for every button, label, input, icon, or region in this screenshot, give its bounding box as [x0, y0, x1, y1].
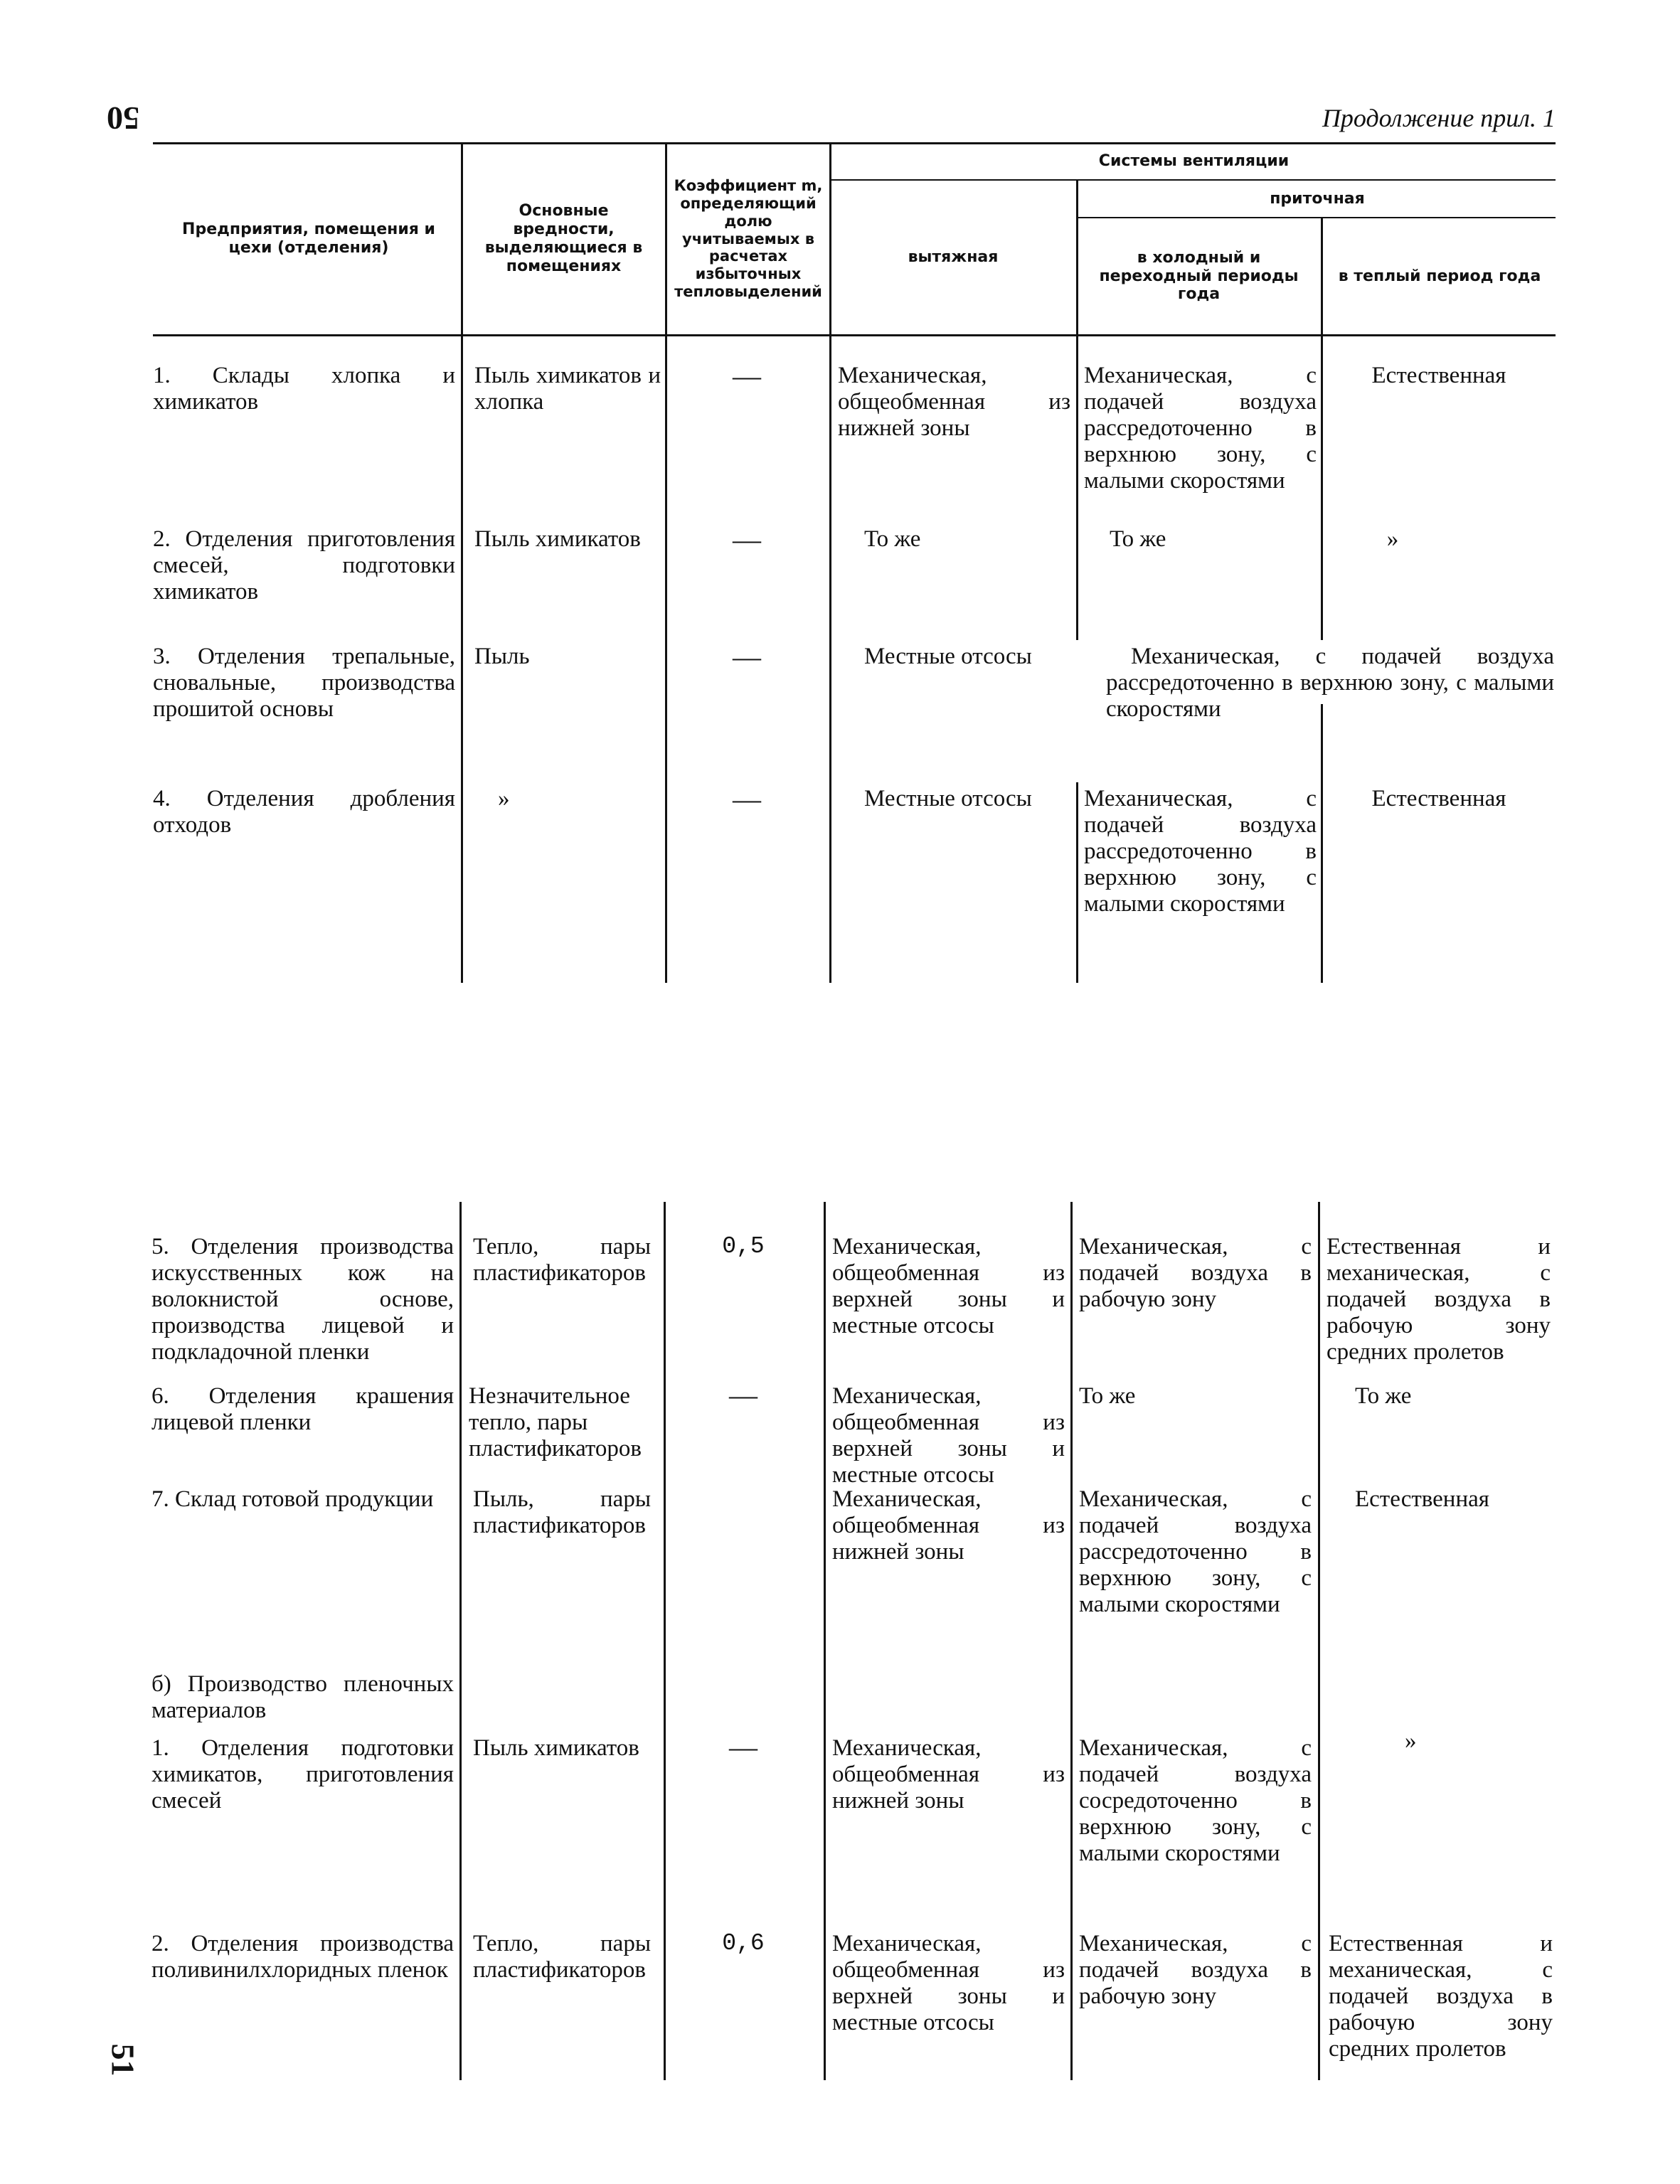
- running-head: Продолжение прил. 1: [1322, 104, 1556, 132]
- row5-name: 5. Отделения производства искусственных кож на волокнистой основе, производства лицевой и подкладочной пленки: [151, 1234, 454, 1365]
- header-vline-4: [1076, 181, 1078, 334]
- row4-exhaust: Местные отсосы: [864, 786, 1032, 811]
- body-vline-3c: [824, 1202, 826, 2080]
- body-vline-5c: [1318, 1202, 1320, 2080]
- header-hazards: Основные вредности, выделяющиеся в помещениях: [484, 202, 643, 275]
- row2-hazards: Пыль химикатов: [474, 526, 641, 552]
- rowb2-name: 2. Отделения производства поливинилхлоридных пленок: [151, 1931, 454, 1983]
- rowb2-supply-warm: Естественная и механическая, с подачей воздуха в рабочую зону средних пролетов: [1329, 1931, 1553, 2062]
- row5-supply-cold: Механическая, с подачей воздуха в рабочую зону: [1079, 1234, 1312, 1312]
- header-supply-warm: в теплый период года: [1338, 267, 1541, 285]
- row6-hazards: Незначительное тепло, пары пластификаторов: [469, 1383, 642, 1461]
- row5-m: 0,5: [722, 1233, 765, 1259]
- body-vline-2a: [665, 336, 667, 983]
- row3-exhaust: Местные отсосы: [864, 644, 1032, 669]
- rowb2-m: 0,6: [722, 1930, 765, 1956]
- body-vline-4a: [1076, 336, 1078, 640]
- rowb2-supply-cold: Механическая, с подачей воздуха в рабочую зону: [1079, 1931, 1312, 2009]
- header-bottom-rule: [153, 334, 1556, 336]
- row5-exhaust: Механическая, общеобменная из верхней зоны и местные отсосы: [832, 1234, 1065, 1338]
- row2-supply-cold: То же: [1110, 526, 1166, 552]
- body-vline-4c: [1070, 1202, 1073, 2080]
- row1-exhaust: Механическая, общеобменная из нижней зоны: [838, 363, 1070, 441]
- row7-name: 7. Склад готовой продукции: [151, 1486, 434, 1512]
- body-vline-5a: [1321, 336, 1323, 640]
- row1-hazards: Пыль химикатов и хлопка: [474, 363, 661, 415]
- rowb2-hazards: Тепло, пары пластификаторов: [473, 1931, 651, 1983]
- section-heading: б) Производство пленочных материалов: [151, 1671, 454, 1723]
- row7-exhaust: Механическая, общеобменная из нижней зоны: [832, 1486, 1065, 1565]
- row6-exhaust: Механическая, общеобменная из верхней зоны и местные отсосы: [832, 1383, 1065, 1488]
- row6-m: —: [729, 1379, 757, 1411]
- body-vline-4b: [1076, 782, 1078, 983]
- supply-rule: [1078, 217, 1556, 218]
- row2-supply-warm: »: [1386, 526, 1399, 552]
- table-top-rule: [153, 142, 1556, 144]
- body-vline-2c: [664, 1202, 666, 2080]
- systems-rule: [831, 179, 1556, 181]
- header-supply-cold: в холодный и переходный периоды года: [1099, 248, 1299, 304]
- row7-hazards: Пыль, пары пластификаторов: [473, 1486, 651, 1538]
- row3-name: 3. Отделения трепальные, сновальные, производства прошитой основы: [153, 644, 455, 722]
- rowb1-supply-cold: Механическая, с подачей воздуха сосредоточенно в верхнюю зону, с малыми скоростями: [1079, 1735, 1312, 1866]
- header-exhaust: вытяжная: [908, 248, 999, 267]
- row4-hazards: »: [498, 786, 510, 811]
- row6-supply-warm: То же: [1355, 1383, 1412, 1409]
- header-vline-2: [665, 144, 667, 334]
- row4-supply-warm: Естественная: [1371, 786, 1506, 811]
- header-coefficient-m: Коэффициент m, определяющий долю учитываемых в расчетах избыточных тепловыделений: [674, 177, 823, 300]
- row2-m: —: [733, 523, 761, 555]
- row1-supply-warm: Естественная: [1371, 363, 1506, 388]
- body-vline-1c: [459, 1202, 462, 2080]
- row5-supply-warm: Естественная и механическая, с подачей воздуха в рабочую зону средних пролетов: [1327, 1234, 1551, 1365]
- header-vline-3: [829, 144, 831, 334]
- rowb1-supply-warm: »: [1405, 1728, 1417, 1754]
- row7-supply-warm: Естественная: [1355, 1486, 1489, 1512]
- row1-m: —: [733, 360, 761, 392]
- header-supply: приточная: [1270, 189, 1365, 208]
- rowb1-name: 1. Отделения подготовки химикатов, приготовления смесей: [151, 1735, 454, 1813]
- row1-name: 1. Склады хлопка и химикатов: [153, 363, 455, 415]
- rowb1-exhaust: Механическая, общеобменная из нижней зоны: [832, 1735, 1065, 1813]
- header-ventilation-systems: Системы вентиляции: [1098, 152, 1290, 171]
- row6-supply-cold: То же: [1079, 1383, 1136, 1409]
- page-number-top: 50: [107, 100, 139, 137]
- header-vline-5: [1321, 218, 1323, 334]
- page-number-bottom: 51: [105, 2043, 142, 2077]
- header-enterprises: Предприятия, помещения и цехи (отделения): [182, 220, 435, 257]
- row2-name: 2. Отделения приготовления смесей, подготовки химикатов: [153, 526, 455, 604]
- row2-exhaust: То же: [864, 526, 921, 552]
- row4-name: 4. Отделения дробления отходов: [153, 786, 455, 838]
- body-vline-3a: [829, 336, 831, 983]
- row6-name: 6. Отделения крашения лицевой пленки: [151, 1383, 454, 1435]
- body-vline-1a: [461, 336, 463, 983]
- row4-m: —: [733, 783, 761, 815]
- header-vline-1: [461, 144, 463, 334]
- body-vline-5b: [1321, 704, 1323, 983]
- row5-hazards: Тепло, пары пластификаторов: [473, 1234, 651, 1286]
- row1-supply-cold: Механическая, с подачей воздуха рассредоточенно в верхнюю зону, с малыми скоростями: [1084, 363, 1317, 494]
- rowb1-m: —: [729, 1731, 757, 1763]
- rowb1-hazards: Пыль химикатов: [473, 1735, 639, 1761]
- row3-m: —: [733, 641, 761, 673]
- rowb2-exhaust: Механическая, общеобменная из верхней зоны и местные отсосы: [832, 1931, 1065, 2035]
- row3-hazards: Пыль: [474, 644, 530, 669]
- row7-supply-cold: Механическая, с подачей воздуха рассредоточенно в верхнюю зону, с малыми скоростями: [1079, 1486, 1312, 1617]
- row4-supply-cold: Механическая, с подачей воздуха рассредоточенно в верхнюю зону, с малыми скоростями: [1084, 786, 1317, 917]
- row3-supply-merged: Механическая, с подачей воздуха рассредоточенно в верхнюю зону, с малыми скоростями: [1106, 644, 1554, 722]
